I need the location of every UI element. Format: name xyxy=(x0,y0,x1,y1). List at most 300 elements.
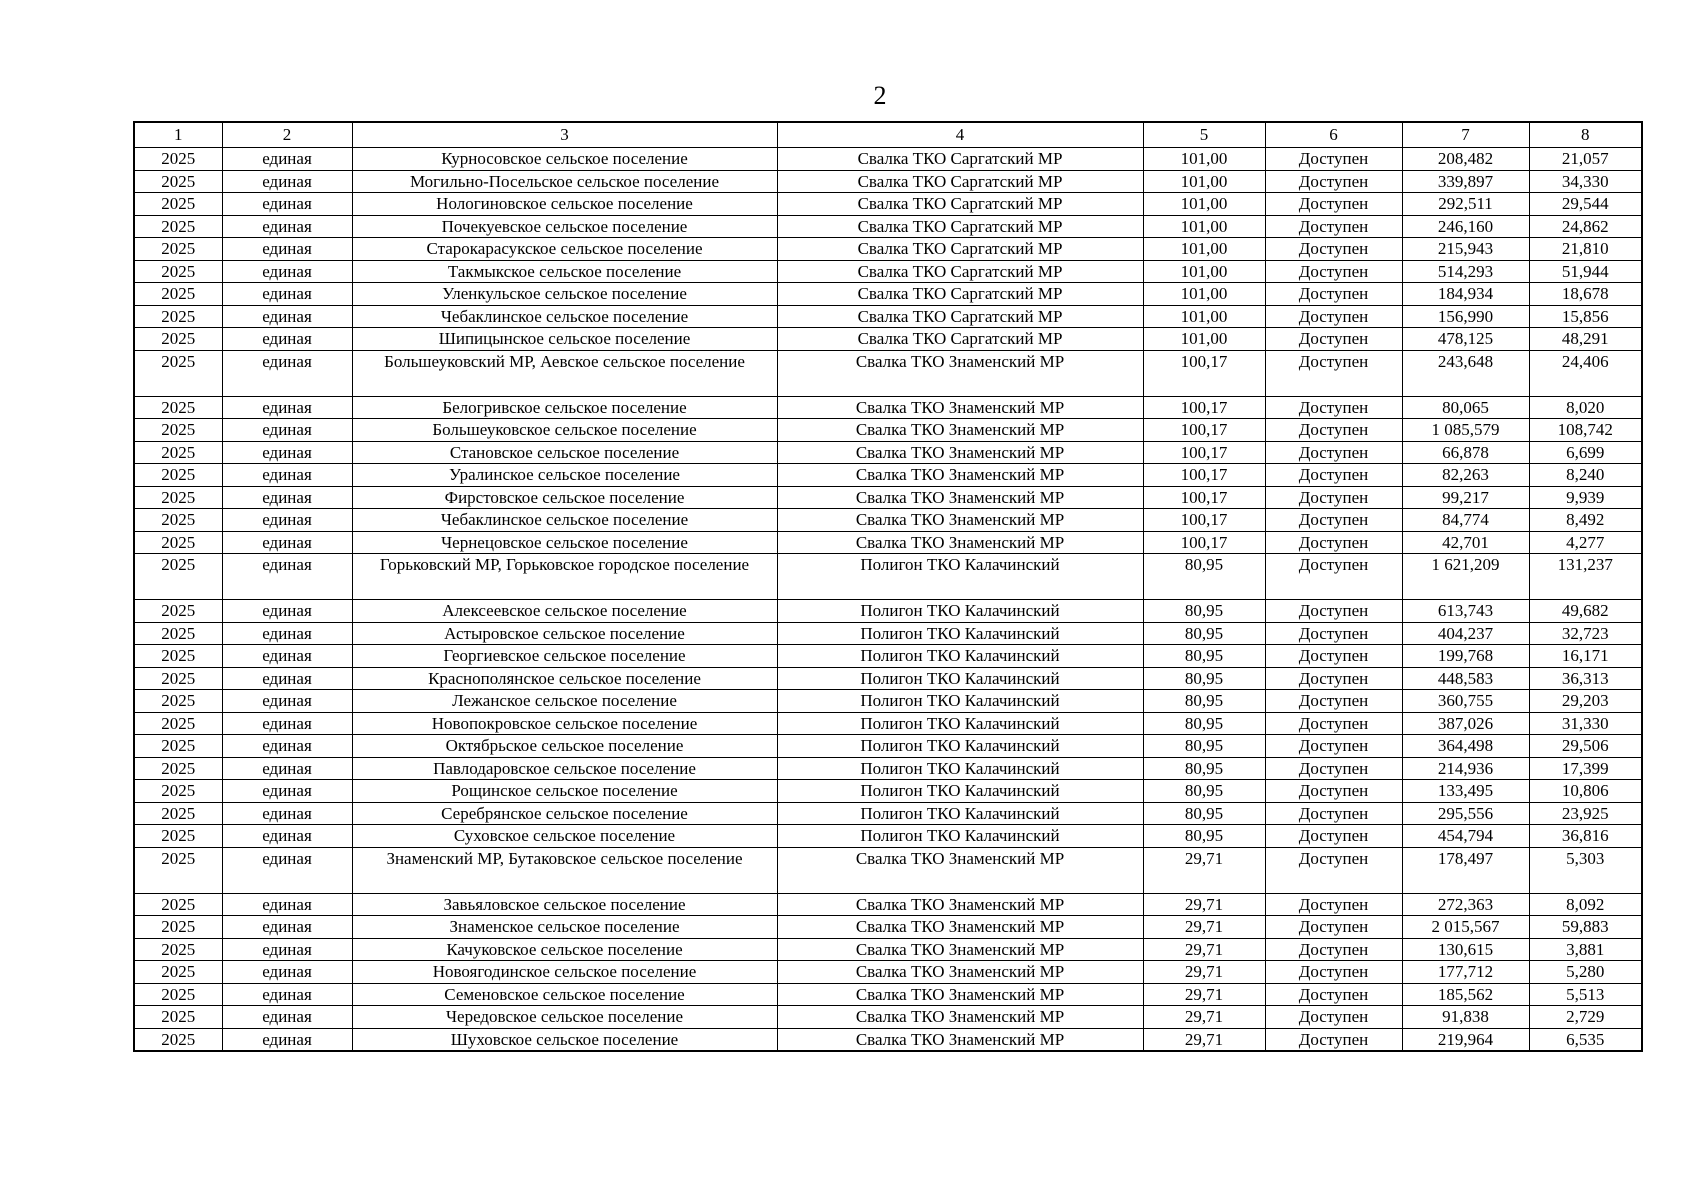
status-cell: Доступен xyxy=(1265,531,1402,554)
amount-cell: 32,723 xyxy=(1529,622,1642,645)
status-cell: Доступен xyxy=(1265,238,1402,261)
table-row xyxy=(134,893,1642,916)
rate-cell: 29,71 xyxy=(1143,847,1265,893)
volume-cell: 99,217 xyxy=(1402,486,1529,509)
rate-cell: 80,95 xyxy=(1143,667,1265,690)
status-cell: Доступен xyxy=(1265,396,1402,419)
status-cell: Доступен xyxy=(1265,283,1402,306)
amount-cell: 108,742 xyxy=(1529,419,1642,442)
volume-cell: 243,648 xyxy=(1402,350,1529,396)
year-cell: 2025 xyxy=(134,825,222,848)
status-cell: Доступен xyxy=(1265,690,1402,713)
table-row xyxy=(134,622,1642,645)
volume-cell: 514,293 xyxy=(1402,260,1529,283)
year-cell: 2025 xyxy=(134,419,222,442)
year-cell: 2025 xyxy=(134,961,222,984)
table-row xyxy=(134,825,1642,848)
amount-cell: 34,330 xyxy=(1529,170,1642,193)
rate-cell: 80,95 xyxy=(1143,825,1265,848)
amount-cell: 5,303 xyxy=(1529,847,1642,893)
table-row xyxy=(134,690,1642,713)
type-cell: единая xyxy=(222,419,352,442)
type-cell: единая xyxy=(222,328,352,351)
page-number: 2 xyxy=(873,81,887,110)
table-row xyxy=(134,712,1642,735)
year-cell: 2025 xyxy=(134,1006,222,1029)
type-cell: единая xyxy=(222,260,352,283)
settlement-cell: Чебаклинское сельское поселение xyxy=(352,509,777,532)
year-cell: 2025 xyxy=(134,916,222,939)
type-cell: единая xyxy=(222,396,352,419)
data-table xyxy=(133,121,1643,1052)
settlement-cell: Уленкульское сельское поселение xyxy=(352,283,777,306)
facility-cell: Свалка ТКО Знаменский МР xyxy=(777,847,1143,893)
type-cell: единая xyxy=(222,825,352,848)
table-row xyxy=(134,148,1642,171)
rate-cell: 101,00 xyxy=(1143,238,1265,261)
table-row xyxy=(134,350,1642,396)
table-row xyxy=(134,464,1642,487)
settlement-cell: Павлодаровское сельское поселение xyxy=(352,757,777,780)
year-cell: 2025 xyxy=(134,757,222,780)
year-cell: 2025 xyxy=(134,170,222,193)
table-body xyxy=(134,122,1642,1051)
volume-cell: 156,990 xyxy=(1402,305,1529,328)
rate-cell: 101,00 xyxy=(1143,328,1265,351)
settlement-cell: Серебрянское сельское поселение xyxy=(352,802,777,825)
table-row xyxy=(134,170,1642,193)
facility-cell: Свалка ТКО Знаменский МР xyxy=(777,441,1143,464)
facility-cell: Полигон ТКО Калачинский xyxy=(777,667,1143,690)
type-cell: единая xyxy=(222,735,352,758)
rate-cell: 29,71 xyxy=(1143,961,1265,984)
status-cell: Доступен xyxy=(1265,847,1402,893)
facility-cell: Полигон ТКО Калачинский xyxy=(777,690,1143,713)
year-cell: 2025 xyxy=(134,509,222,532)
volume-cell: 219,964 xyxy=(1402,1028,1529,1051)
rate-cell: 80,95 xyxy=(1143,712,1265,735)
table-row xyxy=(134,780,1642,803)
amount-cell: 9,939 xyxy=(1529,486,1642,509)
volume-cell: 84,774 xyxy=(1402,509,1529,532)
volume-cell: 199,768 xyxy=(1402,645,1529,668)
rate-cell: 80,95 xyxy=(1143,554,1265,600)
status-cell: Доступен xyxy=(1265,757,1402,780)
settlement-cell: Большеуковское сельское поселение xyxy=(352,419,777,442)
settlement-cell: Георгиевское сельское поселение xyxy=(352,645,777,668)
status-cell: Доступен xyxy=(1265,622,1402,645)
table-row xyxy=(134,238,1642,261)
year-cell: 2025 xyxy=(134,667,222,690)
settlement-cell: Почекуевское сельское поселение xyxy=(352,215,777,238)
type-cell: единая xyxy=(222,148,352,171)
type-cell: единая xyxy=(222,961,352,984)
table-row xyxy=(134,667,1642,690)
type-cell: единая xyxy=(222,1006,352,1029)
rate-cell: 101,00 xyxy=(1143,283,1265,306)
table-header-row xyxy=(134,122,1642,148)
table-row xyxy=(134,305,1642,328)
rate-cell: 100,17 xyxy=(1143,464,1265,487)
amount-cell: 8,020 xyxy=(1529,396,1642,419)
table-row xyxy=(134,531,1642,554)
facility-cell: Полигон ТКО Калачинский xyxy=(777,825,1143,848)
year-cell: 2025 xyxy=(134,983,222,1006)
table-row xyxy=(134,396,1642,419)
settlement-cell: Белогривское сельское поселение xyxy=(352,396,777,419)
settlement-cell: Горьковский МР, Горьковское городское поселение xyxy=(352,554,777,600)
rate-cell: 80,95 xyxy=(1143,802,1265,825)
table-row xyxy=(134,419,1642,442)
type-cell: единая xyxy=(222,238,352,261)
rate-cell: 29,71 xyxy=(1143,938,1265,961)
rate-cell: 80,95 xyxy=(1143,645,1265,668)
settlement-cell: Такмыкское сельское поселение xyxy=(352,260,777,283)
amount-cell: 29,506 xyxy=(1529,735,1642,758)
table-row xyxy=(134,509,1642,532)
status-cell: Доступен xyxy=(1265,735,1402,758)
year-cell: 2025 xyxy=(134,780,222,803)
status-cell: Доступен xyxy=(1265,983,1402,1006)
volume-cell: 454,794 xyxy=(1402,825,1529,848)
volume-cell: 2 015,567 xyxy=(1402,916,1529,939)
amount-cell: 15,856 xyxy=(1529,305,1642,328)
type-cell: единая xyxy=(222,645,352,668)
year-cell: 2025 xyxy=(134,802,222,825)
status-cell: Доступен xyxy=(1265,916,1402,939)
amount-cell: 21,057 xyxy=(1529,148,1642,171)
volume-cell: 215,943 xyxy=(1402,238,1529,261)
facility-cell: Свалка ТКО Саргатский МР xyxy=(777,283,1143,306)
settlement-cell: Шипицынское сельское поселение xyxy=(352,328,777,351)
column-header-2: 2 xyxy=(222,122,352,148)
amount-cell: 21,810 xyxy=(1529,238,1642,261)
facility-cell: Свалка ТКО Саргатский МР xyxy=(777,238,1143,261)
type-cell: единая xyxy=(222,847,352,893)
rate-cell: 80,95 xyxy=(1143,757,1265,780)
table-row xyxy=(134,938,1642,961)
rate-cell: 80,95 xyxy=(1143,600,1265,623)
amount-cell: 6,699 xyxy=(1529,441,1642,464)
volume-cell: 184,934 xyxy=(1402,283,1529,306)
amount-cell: 4,277 xyxy=(1529,531,1642,554)
year-cell: 2025 xyxy=(134,396,222,419)
amount-cell: 36,313 xyxy=(1529,667,1642,690)
year-cell: 2025 xyxy=(134,893,222,916)
status-cell: Доступен xyxy=(1265,509,1402,532)
type-cell: единая xyxy=(222,1028,352,1051)
settlement-cell: Новоягодинское сельское поселение xyxy=(352,961,777,984)
status-cell: Доступен xyxy=(1265,350,1402,396)
table-row xyxy=(134,983,1642,1006)
table-row xyxy=(134,916,1642,939)
amount-cell: 10,806 xyxy=(1529,780,1642,803)
amount-cell: 17,399 xyxy=(1529,757,1642,780)
status-cell: Доступен xyxy=(1265,464,1402,487)
facility-cell: Полигон ТКО Калачинский xyxy=(777,645,1143,668)
year-cell: 2025 xyxy=(134,441,222,464)
rate-cell: 80,95 xyxy=(1143,780,1265,803)
column-header-7: 7 xyxy=(1402,122,1529,148)
type-cell: единая xyxy=(222,712,352,735)
table-row xyxy=(134,802,1642,825)
table-row xyxy=(134,193,1642,216)
facility-cell: Свалка ТКО Саргатский МР xyxy=(777,305,1143,328)
facility-cell: Полигон ТКО Калачинский xyxy=(777,735,1143,758)
amount-cell: 49,682 xyxy=(1529,600,1642,623)
settlement-cell: Октябрьское сельское поселение xyxy=(352,735,777,758)
amount-cell: 3,881 xyxy=(1529,938,1642,961)
settlement-cell: Рощинское сельское поселение xyxy=(352,780,777,803)
status-cell: Доступен xyxy=(1265,328,1402,351)
type-cell: единая xyxy=(222,350,352,396)
status-cell: Доступен xyxy=(1265,215,1402,238)
type-cell: единая xyxy=(222,283,352,306)
settlement-cell: Старокарасукское сельское поселение xyxy=(352,238,777,261)
table-row xyxy=(134,961,1642,984)
settlement-cell: Семеновское сельское поселение xyxy=(352,983,777,1006)
rate-cell: 100,17 xyxy=(1143,419,1265,442)
status-cell: Доступен xyxy=(1265,645,1402,668)
rate-cell: 100,17 xyxy=(1143,350,1265,396)
status-cell: Доступен xyxy=(1265,667,1402,690)
facility-cell: Свалка ТКО Саргатский МР xyxy=(777,170,1143,193)
type-cell: единая xyxy=(222,916,352,939)
amount-cell: 16,171 xyxy=(1529,645,1642,668)
table-row xyxy=(134,283,1642,306)
facility-cell: Свалка ТКО Знаменский МР xyxy=(777,350,1143,396)
table-row xyxy=(134,441,1642,464)
facility-cell: Полигон ТКО Калачинский xyxy=(777,600,1143,623)
year-cell: 2025 xyxy=(134,531,222,554)
type-cell: единая xyxy=(222,464,352,487)
facility-cell: Свалка ТКО Знаменский МР xyxy=(777,1006,1143,1029)
type-cell: единая xyxy=(222,938,352,961)
table-row xyxy=(134,847,1642,893)
settlement-cell: Становское сельское поселение xyxy=(352,441,777,464)
column-header-8: 8 xyxy=(1529,122,1642,148)
facility-cell: Полигон ТКО Калачинский xyxy=(777,622,1143,645)
table-row xyxy=(134,645,1642,668)
table-row xyxy=(134,600,1642,623)
facility-cell: Свалка ТКО Знаменский МР xyxy=(777,419,1143,442)
column-header-3: 3 xyxy=(352,122,777,148)
facility-cell: Свалка ТКО Саргатский МР xyxy=(777,193,1143,216)
rate-cell: 101,00 xyxy=(1143,305,1265,328)
facility-cell: Свалка ТКО Знаменский МР xyxy=(777,531,1143,554)
column-header-1: 1 xyxy=(134,122,222,148)
type-cell: единая xyxy=(222,802,352,825)
amount-cell: 24,406 xyxy=(1529,350,1642,396)
volume-cell: 66,878 xyxy=(1402,441,1529,464)
volume-cell: 208,482 xyxy=(1402,148,1529,171)
volume-cell: 360,755 xyxy=(1402,690,1529,713)
settlement-cell: Новопокровское сельское поселение xyxy=(352,712,777,735)
rate-cell: 29,71 xyxy=(1143,893,1265,916)
year-cell: 2025 xyxy=(134,712,222,735)
volume-cell: 177,712 xyxy=(1402,961,1529,984)
facility-cell: Полигон ТКО Калачинский xyxy=(777,554,1143,600)
settlement-cell: Лежанское сельское поселение xyxy=(352,690,777,713)
amount-cell: 24,862 xyxy=(1529,215,1642,238)
year-cell: 2025 xyxy=(134,238,222,261)
table-row xyxy=(134,1006,1642,1029)
volume-cell: 1 621,209 xyxy=(1402,554,1529,600)
status-cell: Доступен xyxy=(1265,305,1402,328)
facility-cell: Полигон ТКО Калачинский xyxy=(777,780,1143,803)
rate-cell: 100,17 xyxy=(1143,396,1265,419)
volume-cell: 613,743 xyxy=(1402,600,1529,623)
rate-cell: 80,95 xyxy=(1143,735,1265,758)
settlement-cell: Большеуковский МР, Аевское сельское поселение xyxy=(352,350,777,396)
facility-cell: Полигон ТКО Калачинский xyxy=(777,712,1143,735)
type-cell: единая xyxy=(222,305,352,328)
amount-cell: 18,678 xyxy=(1529,283,1642,306)
status-cell: Доступен xyxy=(1265,170,1402,193)
year-cell: 2025 xyxy=(134,486,222,509)
rate-cell: 29,71 xyxy=(1143,916,1265,939)
volume-cell: 82,263 xyxy=(1402,464,1529,487)
year-cell: 2025 xyxy=(134,1028,222,1051)
facility-cell: Свалка ТКО Саргатский МР xyxy=(777,148,1143,171)
year-cell: 2025 xyxy=(134,148,222,171)
facility-cell: Полигон ТКО Калачинский xyxy=(777,802,1143,825)
facility-cell: Свалка ТКО Знаменский МР xyxy=(777,893,1143,916)
amount-cell: 8,240 xyxy=(1529,464,1642,487)
amount-cell: 23,925 xyxy=(1529,802,1642,825)
status-cell: Доступен xyxy=(1265,600,1402,623)
volume-cell: 295,556 xyxy=(1402,802,1529,825)
settlement-cell: Качуковское сельское поселение xyxy=(352,938,777,961)
volume-cell: 130,615 xyxy=(1402,938,1529,961)
amount-cell: 31,330 xyxy=(1529,712,1642,735)
volume-cell: 246,160 xyxy=(1402,215,1529,238)
volume-cell: 133,495 xyxy=(1402,780,1529,803)
year-cell: 2025 xyxy=(134,622,222,645)
year-cell: 2025 xyxy=(134,193,222,216)
table-row xyxy=(134,757,1642,780)
volume-cell: 387,026 xyxy=(1402,712,1529,735)
facility-cell: Свалка ТКО Саргатский МР xyxy=(777,260,1143,283)
volume-cell: 478,125 xyxy=(1402,328,1529,351)
amount-cell: 51,944 xyxy=(1529,260,1642,283)
rate-cell: 80,95 xyxy=(1143,622,1265,645)
status-cell: Доступен xyxy=(1265,893,1402,916)
year-cell: 2025 xyxy=(134,350,222,396)
year-cell: 2025 xyxy=(134,464,222,487)
type-cell: единая xyxy=(222,757,352,780)
amount-cell: 59,883 xyxy=(1529,916,1642,939)
status-cell: Доступен xyxy=(1265,712,1402,735)
type-cell: единая xyxy=(222,193,352,216)
facility-cell: Свалка ТКО Саргатский МР xyxy=(777,215,1143,238)
volume-cell: 91,838 xyxy=(1402,1006,1529,1029)
facility-cell: Свалка ТКО Знаменский МР xyxy=(777,961,1143,984)
year-cell: 2025 xyxy=(134,260,222,283)
rate-cell: 29,71 xyxy=(1143,1028,1265,1051)
table-row xyxy=(134,1028,1642,1051)
status-cell: Доступен xyxy=(1265,419,1402,442)
type-cell: единая xyxy=(222,509,352,532)
table-row xyxy=(134,260,1642,283)
volume-cell: 272,363 xyxy=(1402,893,1529,916)
column-header-4: 4 xyxy=(777,122,1143,148)
settlement-cell: Фирстовское сельское поселение xyxy=(352,486,777,509)
status-cell: Доступен xyxy=(1265,260,1402,283)
amount-cell: 36,816 xyxy=(1529,825,1642,848)
column-header-6: 6 xyxy=(1265,122,1402,148)
settlement-cell: Суховское сельское поселение xyxy=(352,825,777,848)
type-cell: единая xyxy=(222,690,352,713)
volume-cell: 339,897 xyxy=(1402,170,1529,193)
amount-cell: 2,729 xyxy=(1529,1006,1642,1029)
amount-cell: 48,291 xyxy=(1529,328,1642,351)
facility-cell: Свалка ТКО Знаменский МР xyxy=(777,1028,1143,1051)
type-cell: единая xyxy=(222,441,352,464)
amount-cell: 6,535 xyxy=(1529,1028,1642,1051)
amount-cell: 131,237 xyxy=(1529,554,1642,600)
volume-cell: 292,511 xyxy=(1402,193,1529,216)
status-cell: Доступен xyxy=(1265,825,1402,848)
table-row xyxy=(134,486,1642,509)
year-cell: 2025 xyxy=(134,847,222,893)
status-cell: Доступен xyxy=(1265,1028,1402,1051)
table-row xyxy=(134,554,1642,600)
rate-cell: 29,71 xyxy=(1143,983,1265,1006)
year-cell: 2025 xyxy=(134,328,222,351)
volume-cell: 364,498 xyxy=(1402,735,1529,758)
amount-cell: 29,203 xyxy=(1529,690,1642,713)
amount-cell: 5,513 xyxy=(1529,983,1642,1006)
type-cell: единая xyxy=(222,983,352,1006)
status-cell: Доступен xyxy=(1265,148,1402,171)
type-cell: единая xyxy=(222,667,352,690)
facility-cell: Свалка ТКО Знаменский МР xyxy=(777,983,1143,1006)
facility-cell: Свалка ТКО Знаменский МР xyxy=(777,509,1143,532)
type-cell: единая xyxy=(222,893,352,916)
settlement-cell: Завьяловское сельское поселение xyxy=(352,893,777,916)
facility-cell: Свалка ТКО Знаменский МР xyxy=(777,938,1143,961)
rate-cell: 80,95 xyxy=(1143,690,1265,713)
type-cell: единая xyxy=(222,600,352,623)
year-cell: 2025 xyxy=(134,554,222,600)
table-row xyxy=(134,215,1642,238)
facility-cell: Свалка ТКО Саргатский МР xyxy=(777,328,1143,351)
rate-cell: 101,00 xyxy=(1143,260,1265,283)
status-cell: Доступен xyxy=(1265,1006,1402,1029)
settlement-cell: Чередовское сельское поселение xyxy=(352,1006,777,1029)
volume-cell: 404,237 xyxy=(1402,622,1529,645)
type-cell: единая xyxy=(222,531,352,554)
rate-cell: 100,17 xyxy=(1143,531,1265,554)
year-cell: 2025 xyxy=(134,283,222,306)
type-cell: единая xyxy=(222,170,352,193)
settlement-cell: Алексеевское сельское поселение xyxy=(352,600,777,623)
type-cell: единая xyxy=(222,554,352,600)
status-cell: Доступен xyxy=(1265,486,1402,509)
amount-cell: 29,544 xyxy=(1529,193,1642,216)
rate-cell: 29,71 xyxy=(1143,1006,1265,1029)
settlement-cell: Уралинское сельское поселение xyxy=(352,464,777,487)
rate-cell: 101,00 xyxy=(1143,148,1265,171)
facility-cell: Свалка ТКО Знаменский МР xyxy=(777,916,1143,939)
volume-cell: 185,562 xyxy=(1402,983,1529,1006)
volume-cell: 178,497 xyxy=(1402,847,1529,893)
volume-cell: 214,936 xyxy=(1402,757,1529,780)
volume-cell: 42,701 xyxy=(1402,531,1529,554)
status-cell: Доступен xyxy=(1265,441,1402,464)
status-cell: Доступен xyxy=(1265,780,1402,803)
